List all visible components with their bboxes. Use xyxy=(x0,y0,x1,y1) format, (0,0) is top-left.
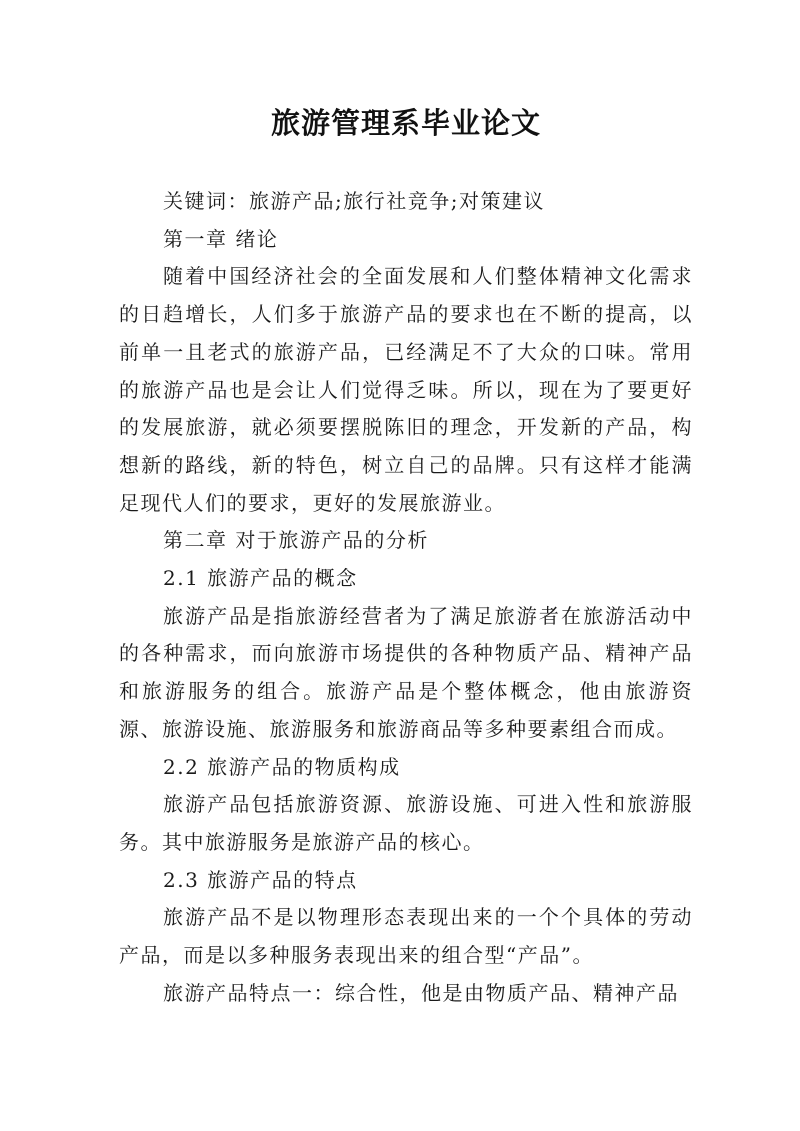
document-body xyxy=(119,183,693,1012)
feature-one-paragraph: 旅游产品特点一：综合性，他是由物质产品、精神产品 xyxy=(163,980,679,1005)
document-title: 旅游管理系毕业论文 xyxy=(270,106,541,140)
section-2-1-heading: 2.1 旅游产品的概念 xyxy=(163,566,358,591)
product-features-paragraph: 旅游产品不是以物理形态表现出来的一个个具体的劳动产品，而是以多种服务表现出来的组合型“产品”。 xyxy=(119,905,693,968)
chapter-two-heading: 第二章 对于旅游产品的分析 xyxy=(163,528,429,553)
introduction-paragraph: 随着中国经济社会的全面发展和人们整体精神文化需求的日趋增长，人们多于旅游产品的要求也在不断的提高，以前单一且老式的旅游产品，已经满足不了大众的口味。常用的旅游产品也是会让人们觉得乏味。所以，现在为了要更好的发展旅游，就必须要摆脱陈旧的理念，开发新的产品，构想新的路线，新的特色，树立自己的品牌。只有这样才能满足现代人们的要求，更好的发展旅游业。 xyxy=(119,264,693,515)
chapter-one-heading: 第一章 绪论 xyxy=(163,226,279,251)
section-2-3-heading: 2.3 旅游产品的特点 xyxy=(163,867,358,892)
product-concept-paragraph: 旅游产品是指旅游经营者为了满足旅游者在旅游活动中的各种需求，而向旅游市场提供的各种物质产品、精神产品和旅游服务的组合。旅游产品是个整体概念，他由旅游资源、旅游设施、旅游服务和旅游商品等多种要素组合而成。 xyxy=(119,603,693,741)
product-composition-paragraph: 旅游产品包括旅游资源、旅游设施、可进入性和旅游服务。其中旅游服务是旅游产品的核心。 xyxy=(119,792,693,854)
keywords-paragraph: 关键词：旅游产品;旅行社竞争;对策建议 xyxy=(163,189,545,213)
section-2-2-heading: 2.2 旅游产品的物质构成 xyxy=(163,754,401,779)
